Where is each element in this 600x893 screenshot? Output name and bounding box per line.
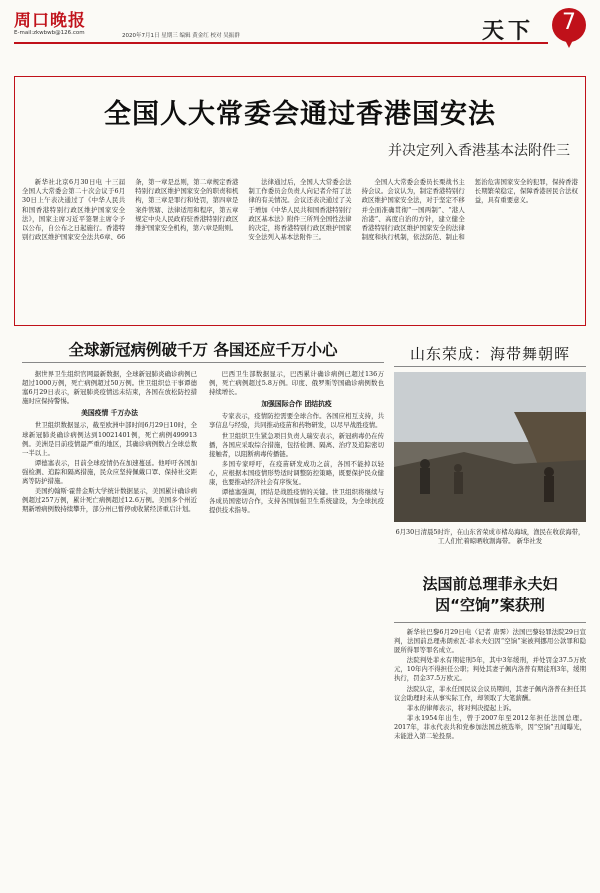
worker-head [544,467,554,477]
paragraph: 法院认定，菲永任国民议会议员期间，其妻子佩内洛普在担任其议会助理时未从事实际工作，却领取了大笔薪酬。 [394,684,586,702]
covid-article-body [22,370,384,880]
kelp-harvest-photo [394,372,586,522]
paragraph: 新华社巴黎6月29日电（记者 唐霁）法国巴黎轻罪法院29日宣判，法国前总理弗朗索瓦·菲永夫妇因“空饷”案被判挪用公款罪和隐匿所得罪等罪名成立。 [394,628,586,655]
contact-email: E-mail:zkwbwb@126.com [14,30,85,36]
covid-headline-rule [22,362,384,363]
photo-headline-rule [394,366,586,367]
date-editor-line: 2020年7月1日 星期三 编辑 黄金红 校对 吴振群 [122,33,240,39]
section-title: 天下 [482,18,535,44]
newspaper-logo: 周口晚报 [14,11,86,31]
photo-illustration [394,372,586,522]
masthead-rule [14,42,548,44]
paragraph: 美国约翰斯·霍普金斯大学统计数据显示，美国累计确诊病例超过257万例，累计死亡病例超过12.6万例。美国多个州近期新增病例数持续攀升，部分州已暂停或收紧经济重启计划。 [22,487,197,514]
masthead [0,0,600,66]
paragraph: 法律通过后，全国人大常委会法制工作委员会负责人向记者介绍了法律的有关情况。会议还表决通过了关于增加《中华人民共和国香港特别行政区基本法》附件三所列全国性法律的决定，将香港特别行政区维护国家安全法列入基本法附件三。 [248,178,352,242]
worker-head [454,464,462,472]
page-number: 7 [562,10,576,35]
paragraph: 菲永1954年出生，曾于2007年至2012年担任法国总理。2017年，菲永代表共和党参加法国总统选举，因“空饷”丑闻曝光，未能进入第二轮投票。 [394,713,586,741]
worker [454,472,463,494]
page-badge-tip [562,34,576,48]
paragraph: 谭德塞强调，团结是战胜疫情的关键。世卫组织将继续与各成员国密切合作，支持各国加强卫生系统建设，为全球抗疫提供技术指导。 [209,488,384,515]
paragraph: 世卫组织卫生紧急项目负责人瑞安表示，新冠病毒仍在传播，各国应采取综合措施，包括检测、隔离、治疗及追踪密切接触者，以阻断病毒传播链。 [209,431,384,458]
paragraph: 据世界卫生组织官网最新数据，全球新冠肺炎确诊病例已超过1000万例，死亡病例超过50万例。世卫组织总干事谭德塞6月29日表示，新冠肺炎疫情远未结束，各国在放松防控措施时应保持警惕。 [22,370,197,406]
photo-caption: 6月30日清晨5时许，在山东省荣成市楮岛海域，渔民在收获海带，工人们忙着晾晒收割海带。 新华社发 [395,528,585,545]
paragraph: 多国专家呼吁，在疫苗研发成功之前，各国不能掉以轻心，应根据本国疫情形势适时调整防控策略，既要保护民众健康，也要推动经济社会有序恢复。 [209,459,384,487]
paragraph: 谭德塞表示，目前全球疫情仍在加速蔓延。他呼吁各国加强检测、追踪和隔离措施，民众应坚持佩戴口罩、保持社交距离等防护措施。 [22,458,197,486]
paragraph: 菲永的律师表示，将对判决提起上诉。 [406,703,516,712]
paragraph: 世卫组织数据显示，截至欧洲中部时间6月29日10时，全球新冠肺炎确诊病例达到10021401例，死亡病例499913例。美洲是目前疫情最严重的地区，其确诊病例数占全球总数一半以上。 [22,421,197,457]
lead-headline: 全国人大常委会通过香港国安法 [104,99,496,130]
lead-subheadline: 并决定列入香港基本法附件三 [388,143,570,159]
worker [544,476,554,502]
paragraph: 法院判处菲永有期徒刑5年，其中3年缓刑，并处罚金37.5万欧元，10年内不得担任公职；判处其妻子佩内洛普有期徒刑3年，缓期执行，罚金37.5万欧元。 [394,656,586,683]
section-subhead: 美国疫情 千万办法 [81,409,138,418]
worker-head [420,459,430,469]
fillon-article-body [394,628,586,878]
page-number-badge [552,8,586,50]
fillon-headline-rule [394,622,586,623]
worker [420,468,430,494]
lead-article-body [22,178,578,316]
section-subhead: 加强国际合作 团结抗疫 [261,400,332,409]
paragraph: 专家表示，疫情防控需要全球合作。各国应相互支持，共享信息与经验，共同推动疫苗和药物研发，以尽早战胜疫情。 [209,412,384,430]
fillon-headline [394,574,586,616]
covid-headline: 全球新冠病例破千万 各国还应千万小心 [68,341,338,359]
fillon-headline-line1: 法国前总理菲永夫妇 [422,575,558,593]
fillon-headline-line2: 因“空饷”案获刑 [435,596,545,614]
paragraph: 巴西卫生部数据显示，巴西累计确诊病例已超过136万例，死亡病例超过5.8万例。印度、俄罗斯等国确诊病例数也持续增长。 [209,370,384,397]
photo-headline: 山东荣成：海带舞朝晖 [409,345,570,363]
paragraph: 全国人大常委会委员长栗战书主持会议。会议认为，制定香港特别行政区维护国家安全法，对于坚定不移并全面准确贯彻“一国两制”、“港人治港”、高度自治的方针，建立健全香港特别行政区维护国家安全的法律制度和执行机制，依法防范、制止和惩治危害国家安全的犯罪，保持香港长期繁荣稳定，保障香港居民合法权益，具有重要意义。 [361,178,578,242]
paragraph: 新华社北京6月30日电 十三届全国人大常委会第二十次会议于6月30日上午表决通过了《中华人民共和国香港特别行政区维护国家安全法》，国家主席习近平签署主席令予以公布，自公布之日起施行。香港特别行政区维护国家安全法共6章、66条，第一章是总则，第二章规定香港特别行政区维护国家安全的职责和机构，第三章是罪行和处罚，第四章是案件管辖、法律适用和程序，第五章规定中央人民政府驻香港特别行政区维护国家安全机构，第六章是附则。 [22,178,239,242]
